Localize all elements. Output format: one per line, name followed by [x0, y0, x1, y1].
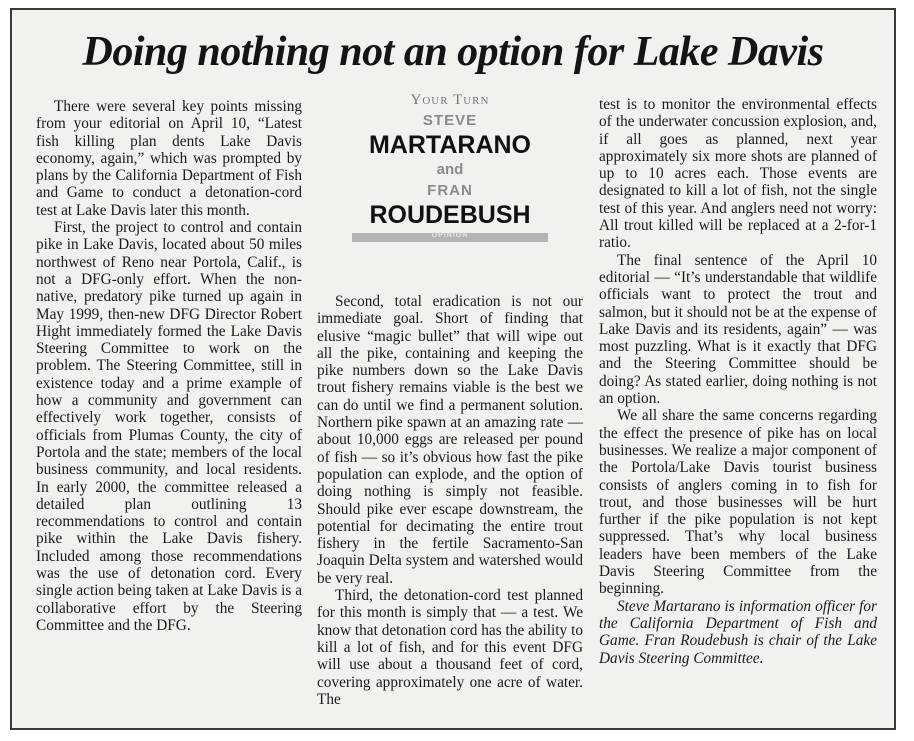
- paragraph: test is to monitor the environmental effects of the underwater concussion explosion, and, if all goes as planned, next year approximately six more shots are planned of up to 10 acres each. Those events are designated to kill a lot of fish, not the single test of this year. And anglers need not worry: All trout killed will be replaced at a 2-for-1 ratio.: [599, 96, 877, 252]
- byline-kicker: Your Turn: [410, 92, 490, 108]
- column-3: [599, 96, 877, 667]
- paragraph: Third, the detonation-cord test planned for this month is simply that — a test. We know that detonation cord has the ability to kill a lot of fish, and for this event DFG will use about a thousand feet of cord, covering approximately one acre of water. The: [317, 587, 583, 708]
- column-1: [36, 98, 302, 634]
- author2-first-name: FRAN: [427, 182, 473, 199]
- byline: [342, 92, 558, 242]
- column-2: [317, 293, 583, 708]
- author1-first-name: STEVE: [422, 112, 478, 129]
- paragraph: We all share the same concerns regarding the effect the presence of pike has on local businesses. We realize a major component of the Portola/Lake Davis tourist business consists of anglers coming in to fish for trout, and those businesses will be hurt further if the pike population is not kept suppressed. That’s why local business leaders have been members of the Lake Davis Steering Committee from the beginning.: [599, 407, 877, 598]
- article-frame: [10, 8, 896, 730]
- paragraph: There were several key points missing from your editorial on April 10, “Latest fish killing plan dents Lake Davis economy, again,” which was prompted by plans by the California Department of Fish and Game to conduct a detonation-cord test at Lake Davis later this month.: [36, 98, 302, 219]
- author-bio: Steve Martarano is information officer for the California Department of Fish and Game. Fran Roudebush is chair of the Lake Davis Steering Committee.: [599, 597, 877, 667]
- section-bar: [352, 233, 548, 242]
- author1-last-name: MARTARANO: [368, 131, 531, 159]
- author2-last-name: ROUDEBUSH: [369, 201, 531, 229]
- byline-conjunction: and: [436, 161, 464, 178]
- section-label: OPINION: [431, 232, 469, 239]
- headline: Doing nothing not an option for Lake Davis: [82, 29, 824, 75]
- paragraph: The final sentence of the April 10 editorial — “It’s understandable that wildlife officials want to protect the trout and salmon, but it should not be at the expense of Lake Davis and its residents, again” — was most puzzling. What is it exactly that DFG and the Steering Committee should be doing? As stated earlier, doing nothing is not an option.: [599, 251, 877, 408]
- paragraph: Second, total eradication is not our immediate goal. Short of finding that elusive “magic bullet” that will wipe out all the pike, containing and keeping the pike numbers down so the Lake Davis trout fishery remains viable is the best we can do until we find a permanent solution. Northern pike spawn at an amazing rate — about 10,000 eggs are released per pound of fish — so it’s obvious how fast the pike population can explode, and the option of doing nothing is simply not feasible. Should pike ever escape downstream, the potential for decimating the entire trout fishery in the fertile Sacramento-San Joaquin Delta system and watershed would be very real.: [317, 293, 583, 587]
- paragraph: First, the project to control and contain pike in Lake Davis, located about 50 miles northwest of Reno near Portola, Calif., is not a DFG-only effort. When the non-native, predatory pike turned up again in May 1999, then-new DFG Director Robert Hight immediately formed the Lake Davis Steering Committee to work on the problem. The Steering Committee, still in existence today and a prime example of how a community and government can effectively work together, consists of officials from Plumas County, the city of Portola and the state; members of the local business community, and local residents. In early 2000, the committee released a detailed plan outlining 13 recommendations to control and contain pike within the Lake Davis fishery. Included among those recommendations was the use of detonation cord. Every single action being taken at Lake Davis is a collaborative effort by the Steering Committee and the DFG.: [36, 219, 302, 634]
